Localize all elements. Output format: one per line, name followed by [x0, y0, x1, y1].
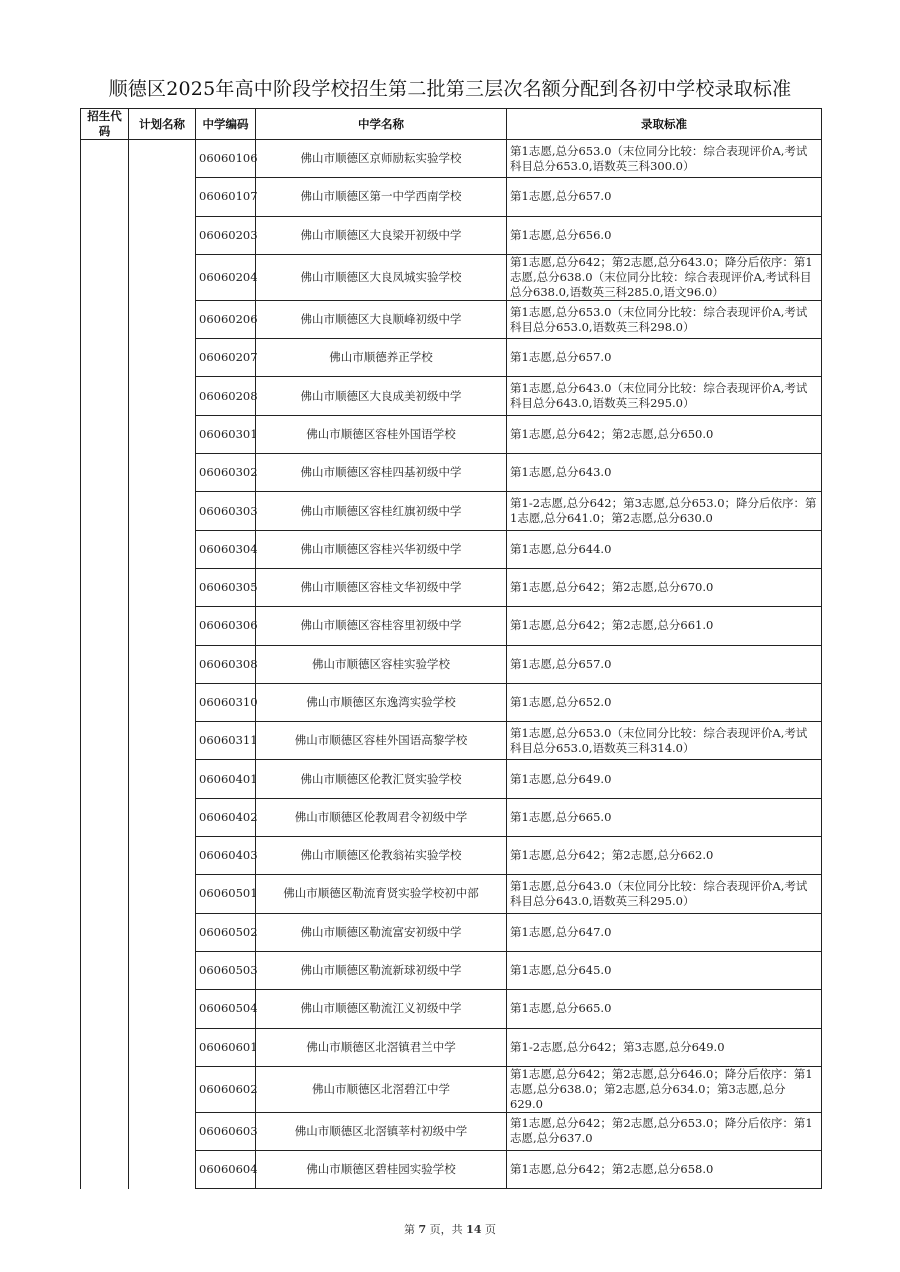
- admission-standard: 第1志愿,总分647.0: [507, 913, 822, 951]
- school-name: 佛山市顺德区北滘镇君兰中学: [256, 1028, 507, 1066]
- admission-standard: 第1志愿,总分642；第2志愿,总分653.0；降分后依序：第1志愿,总分637.0: [507, 1112, 822, 1150]
- admission-standard: 第1志愿,总分643.0（末位同分比较：综合表现评价A,考试科目总分643.0,语数英三科295.0）: [507, 377, 822, 415]
- school-name: 佛山市顺德区大良成美初级中学: [256, 377, 507, 415]
- school-code: 06060602: [196, 1066, 256, 1112]
- school-name: 佛山市顺德区勒流江义初级中学: [256, 990, 507, 1028]
- school-code: 06060305: [196, 568, 256, 606]
- school-name: 佛山市顺德区勒流育贤实验学校初中部: [256, 875, 507, 913]
- admission-standard: 第1志愿,总分642；第2志愿,总分662.0: [507, 837, 822, 875]
- school-name: 佛山市顺德区容桂四基初级中学: [256, 454, 507, 492]
- school-name: 佛山市顺德区容桂外国语学校: [256, 415, 507, 453]
- admission-standard: 第1志愿,总分665.0: [507, 798, 822, 836]
- school-code: 06060402: [196, 798, 256, 836]
- admission-standard: 第1志愿,总分642；第2志愿,总分661.0: [507, 607, 822, 645]
- school-code: 06060501: [196, 875, 256, 913]
- school-code: 06060306: [196, 607, 256, 645]
- school-name: 佛山市顺德区大良顺峰初级中学: [256, 300, 507, 338]
- header-school-code: 中学编码: [196, 109, 256, 140]
- school-code: 06060503: [196, 951, 256, 989]
- admission-standard: 第1志愿,总分657.0: [507, 178, 822, 216]
- admission-standard: 第1志愿,总分656.0: [507, 216, 822, 254]
- school-code: 06060311: [196, 722, 256, 760]
- admission-standard: 第1志愿,总分652.0: [507, 683, 822, 721]
- enrollment-code-cell: [81, 140, 129, 1189]
- admission-standard: 第1志愿,总分642；第2志愿,总分670.0: [507, 568, 822, 606]
- header-plan-name: 计划名称: [129, 109, 196, 140]
- school-name: 佛山市顺德区东逸湾实验学校: [256, 683, 507, 721]
- current-page: 7: [418, 1223, 427, 1236]
- school-code: 06060310: [196, 683, 256, 721]
- school-code: 06060301: [196, 415, 256, 453]
- admission-standard: 第1志愿,总分657.0: [507, 645, 822, 683]
- admission-standard: 第1志愿,总分653.0（末位同分比较：综合表现评价A,考试科目总分653.0,语数英三科298.0）: [507, 300, 822, 338]
- admission-table: [80, 108, 822, 1189]
- admission-standard: 第1志愿,总分643.0: [507, 454, 822, 492]
- school-name: 佛山市顺德区京师励耘实验学校: [256, 140, 507, 178]
- school-name: 佛山市顺德区容桂外国语高黎学校: [256, 722, 507, 760]
- total-pages: 14: [466, 1223, 482, 1236]
- school-name: 佛山市顺德区北滘镇莘村初级中学: [256, 1112, 507, 1150]
- school-code: 06060601: [196, 1028, 256, 1066]
- school-name: 佛山市顺德区容桂文华初级中学: [256, 568, 507, 606]
- school-name: 佛山市顺德区伦教周君令初级中学: [256, 798, 507, 836]
- school-code: 06060303: [196, 492, 256, 530]
- school-code: 06060401: [196, 760, 256, 798]
- school-name: 佛山市顺德区容桂实验学校: [256, 645, 507, 683]
- school-code: 06060502: [196, 913, 256, 951]
- school-name: 佛山市顺德区容桂容里初级中学: [256, 607, 507, 645]
- school-name: 佛山市顺德区伦教翁祐实验学校: [256, 837, 507, 875]
- admission-standard: 第1志愿,总分649.0: [507, 760, 822, 798]
- school-code: 06060304: [196, 530, 256, 568]
- school-code: 06060203: [196, 216, 256, 254]
- page-footer: [0, 1221, 900, 1237]
- school-name: 佛山市顺德区第一中学西南学校: [256, 178, 507, 216]
- admission-standard: 第1志愿,总分644.0: [507, 530, 822, 568]
- school-name: 佛山市顺德养正学校: [256, 339, 507, 377]
- admission-standard: 第1志愿,总分642；第2志愿,总分650.0: [507, 415, 822, 453]
- school-code: 06060107: [196, 178, 256, 216]
- page-title: 顺德区2025年高中阶段学校招生第二批第三层次名额分配到各初中学校录取标准: [108, 78, 792, 100]
- school-code: 06060208: [196, 377, 256, 415]
- admission-standard: 第1志愿,总分653.0（末位同分比较：综合表现评价A,考试科目总分653.0,语数英三科300.0）: [507, 140, 822, 178]
- school-code: 06060403: [196, 837, 256, 875]
- school-name: 佛山市顺德区伦教汇贤实验学校: [256, 760, 507, 798]
- admission-standard: 第1-2志愿,总分642；第3志愿,总分649.0: [507, 1028, 822, 1066]
- school-code: 06060204: [196, 254, 256, 300]
- school-name: 佛山市顺德区容桂红旗初级中学: [256, 492, 507, 530]
- school-name: 佛山市顺德区大良凤城实验学校: [256, 254, 507, 300]
- admission-standard: 第1志愿,总分657.0: [507, 339, 822, 377]
- school-code: 06060504: [196, 990, 256, 1028]
- admission-standard: 第1志愿,总分653.0（末位同分比较：综合表现评价A,考试科目总分653.0,语数英三科314.0）: [507, 722, 822, 760]
- header-school-name: 中学名称: [256, 109, 507, 140]
- header-enrollment-code: 招生代码: [81, 109, 129, 140]
- school-name: 佛山市顺德区北滘碧江中学: [256, 1066, 507, 1112]
- footer-prefix: 第: [404, 1223, 419, 1236]
- school-code: 06060106: [196, 140, 256, 178]
- plan-name-cell: [129, 140, 196, 1189]
- admission-standard: 第1志愿,总分642；第2志愿,总分646.0；降分后依序：第1志愿,总分638.0；第2志愿,总分634.0；第3志愿,总分629.0: [507, 1066, 822, 1112]
- school-code: 06060302: [196, 454, 256, 492]
- school-code: 06060207: [196, 339, 256, 377]
- school-name: 佛山市顺德区容桂兴华初级中学: [256, 530, 507, 568]
- school-code: 06060604: [196, 1151, 256, 1189]
- school-name: 佛山市顺德区勒流新球初级中学: [256, 951, 507, 989]
- school-code: 06060206: [196, 300, 256, 338]
- school-name: 佛山市顺德区大良梁开初级中学: [256, 216, 507, 254]
- admission-standard: 第1志愿,总分665.0: [507, 990, 822, 1028]
- table-row: [81, 140, 822, 178]
- table-header-row: [81, 109, 822, 140]
- admission-standard: 第1志愿,总分643.0（末位同分比较：综合表现评价A,考试科目总分643.0,语数英三科295.0）: [507, 875, 822, 913]
- footer-middle: 页，共: [426, 1223, 467, 1236]
- admission-standard: 第1志愿,总分642；第2志愿,总分643.0；降分后依序：第1志愿,总分638.0（末位同分比较：综合表现评价A,考试科目总分638.0,语数英三科285.0,语文96.0）: [507, 254, 822, 300]
- footer-suffix: 页: [481, 1223, 496, 1236]
- header-admission-standard: 录取标准: [507, 109, 822, 140]
- admission-standard: 第1-2志愿,总分642；第3志愿,总分653.0；降分后依序：第1志愿,总分641.0；第2志愿,总分630.0: [507, 492, 822, 530]
- school-code: 06060603: [196, 1112, 256, 1150]
- school-name: 佛山市顺德区勒流富安初级中学: [256, 913, 507, 951]
- school-name: 佛山市顺德区碧桂园实验学校: [256, 1151, 507, 1189]
- school-code: 06060308: [196, 645, 256, 683]
- admission-standard: 第1志愿,总分642；第2志愿,总分658.0: [507, 1151, 822, 1189]
- admission-standard: 第1志愿,总分645.0: [507, 951, 822, 989]
